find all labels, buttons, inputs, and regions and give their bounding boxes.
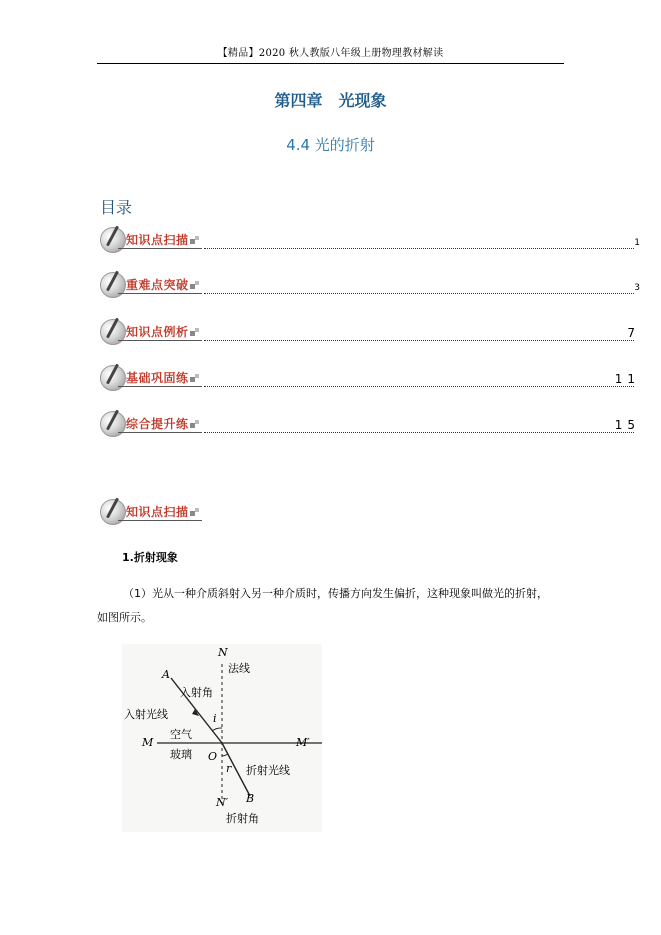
paragraph-line: （1）光从一种介质斜射入另一种介质时，传播方向发生偏折，这种现象叫做光的折射，	[123, 587, 548, 600]
header-rule	[97, 63, 564, 64]
normal-label: 法线	[228, 662, 250, 675]
toc-page-number: 11	[614, 372, 640, 386]
content-heading: 1.折射现象	[122, 551, 178, 564]
label-r: r	[226, 762, 232, 775]
toc-badge	[100, 410, 202, 438]
toc-page-number: 3	[634, 283, 640, 293]
label-O: O	[208, 750, 218, 763]
section-badge-label: 知识点扫描	[126, 505, 189, 519]
section-title: 4.4 光的折射	[286, 136, 375, 154]
chapter-title: 第四章 光现象	[274, 91, 387, 110]
toc-leader	[204, 386, 634, 387]
toc-label: 重难点突破	[126, 278, 189, 292]
section-badge-row	[100, 498, 640, 528]
toc-label: 知识点例析	[126, 325, 189, 339]
incident-angle-label: 入射角	[180, 686, 213, 699]
toc-leader	[204, 293, 634, 294]
label-B: B	[246, 792, 255, 805]
air-label: 空气	[170, 728, 192, 741]
glass-label: 玻璃	[170, 748, 192, 761]
toc-page-number: 1	[634, 238, 640, 248]
toc-label: 综合提升练	[126, 417, 189, 431]
toc-entry[interactable]	[100, 271, 640, 301]
toc-title: 目录	[100, 198, 133, 217]
label-i: i	[213, 712, 217, 725]
section-badge	[100, 498, 202, 526]
toc-badge	[100, 271, 202, 299]
incident-ray-label: 入射光线	[124, 708, 168, 721]
label-N: N	[218, 646, 228, 659]
toc-leader	[204, 248, 634, 249]
refraction-angle-arc	[222, 754, 228, 756]
refraction-angle-label: 折射角	[226, 812, 259, 825]
toc-entry[interactable]	[100, 364, 640, 394]
toc-page-number: 7	[627, 326, 640, 340]
label-M-prime: M′	[296, 736, 310, 749]
toc-label: 基础巩固练	[126, 371, 189, 385]
refraction-diagram	[122, 644, 322, 832]
toc-entry[interactable]	[100, 410, 640, 440]
label-A: A	[162, 668, 170, 681]
refracted-ray-label: 折射光线	[246, 764, 290, 777]
incident-angle-arc	[212, 728, 222, 731]
page-header: 【精品】2020 秋人教版八年级上册物理教材解读	[217, 48, 444, 59]
label-M: M	[142, 736, 154, 749]
toc-entry[interactable]	[100, 318, 640, 348]
toc-page-number: 15	[614, 418, 640, 432]
toc-badge	[100, 226, 202, 254]
paragraph-line: 如图所示。	[97, 611, 152, 624]
label-N-prime: N′	[216, 796, 229, 809]
toc-label: 知识点扫描	[126, 233, 189, 247]
toc-badge	[100, 364, 202, 392]
toc-entry[interactable]	[100, 226, 640, 256]
toc-leader	[204, 340, 634, 341]
toc-leader	[204, 432, 634, 433]
toc-badge	[100, 318, 202, 346]
